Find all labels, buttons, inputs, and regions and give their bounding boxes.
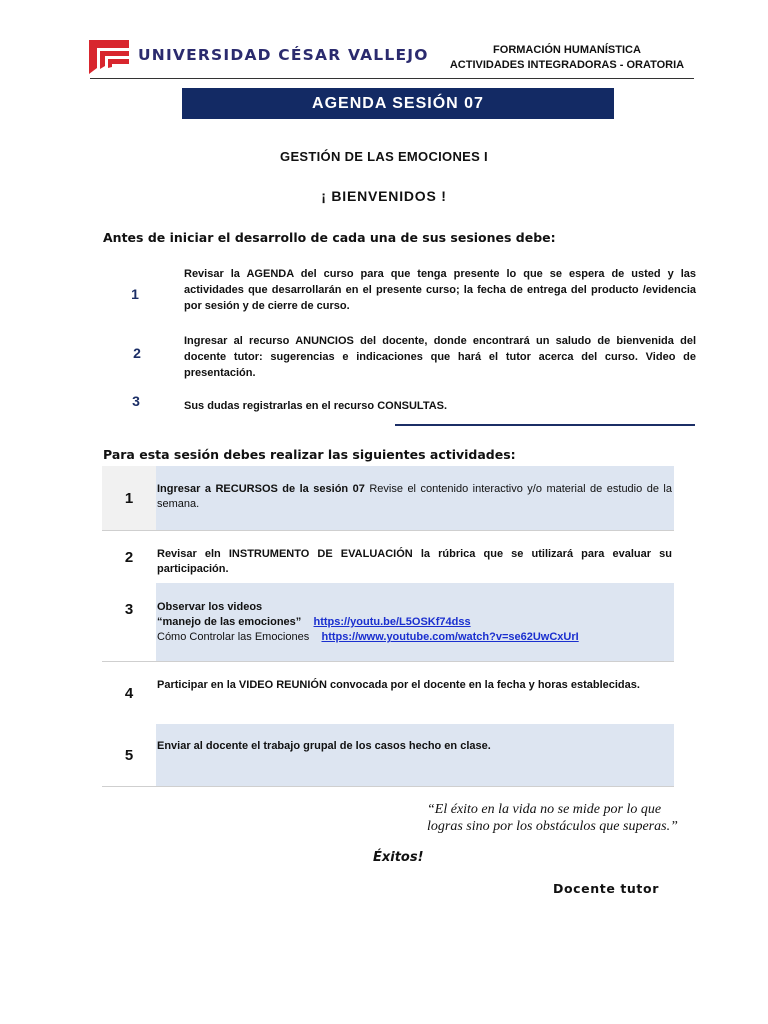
video-link[interactable]: https://www.youtube.com/watch?v=se62UwCxUrI [321, 631, 579, 643]
activity-number: 3 [124, 600, 134, 618]
activity-cell [156, 724, 674, 786]
section-divider [395, 424, 695, 426]
motivational-quote [427, 801, 717, 835]
intro-heading: Antes de iniciar el desarrollo de cada una de sus sesiones debe: [103, 230, 556, 245]
activity-text: Revisar eln INSTRUMENTO DE EVALUACIÓN la rúbrica que se utilizará para evaluar su participación. [157, 548, 672, 575]
activity-text [157, 482, 672, 512]
closing-greeting: Éxitos! [373, 850, 424, 865]
activity-number: 2 [124, 548, 134, 566]
row-divider [102, 786, 674, 787]
quote-line: logras sino por los obstáculos que superas.” [427, 819, 678, 834]
video-label: Cómo Controlar las Emociones [157, 631, 310, 643]
activities-heading: Para esta sesión debes realizar las siguientes actividades: [103, 447, 516, 462]
activity-row [102, 583, 674, 661]
agenda-banner [182, 88, 614, 119]
video-line [157, 615, 672, 630]
activity-row [102, 531, 674, 583]
video-label: “manejo de las emociones” [157, 616, 302, 628]
agenda-title: AGENDA SESIÓN 07 [312, 94, 484, 112]
video-line [157, 630, 672, 645]
video-link[interactable]: https://youtu.be/L5OSKf74dss [313, 616, 471, 628]
activity-text-normal: Revise el contenido interactivo y/o material de estudio de la semana. [157, 483, 672, 510]
university-logo-icon [89, 38, 129, 74]
session-subtitle: GESTIÓN DE LAS EMOCIONES I [280, 149, 488, 164]
header-divider [90, 78, 694, 79]
activity-number: 5 [124, 746, 134, 764]
step-text: Sus dudas registrarlas en el recurso CONSULTAS. [184, 400, 448, 412]
welcome-message: ¡ BIENVENIDOS ! [321, 188, 447, 204]
course-area: FORMACIÓN HUMANÍSTICA [493, 44, 641, 56]
step-number: 1 [131, 286, 139, 302]
activity-text-bold: Ingresar a RECURSOS de la sesión 07 [157, 483, 365, 495]
step-number: 3 [132, 393, 140, 409]
activity-row [102, 724, 674, 786]
step-text: Revisar la AGENDA del curso para que tenga presente lo que se espera de usted y las actividades que desarrollarán en el presente curso; la fecha de entrega del producto /evidencia por sesión y de cierre de curso. [184, 268, 696, 312]
course-name: ACTIVIDADES INTEGRADORAS - ORATORIA [449, 59, 685, 71]
quote-line: “El éxito en la vida no se mide por lo que [427, 802, 662, 817]
signature: Docente tutor [553, 881, 659, 896]
activity-row [102, 662, 674, 724]
activity-number: 1 [102, 466, 156, 530]
activity-number: 4 [124, 684, 134, 702]
activity-text [157, 600, 672, 645]
page-header [0, 0, 768, 84]
university-name: UNIVERSIDAD CÉSAR VALLEJO [138, 46, 429, 64]
course-info [442, 43, 692, 73]
videos-title: Observar los videos [157, 601, 263, 613]
activity-row [102, 466, 674, 530]
activity-text: Enviar al docente el trabajo grupal de los casos hecho en clase. [157, 740, 491, 752]
activity-text: Participar en la VIDEO REUNIÓN convocada por el docente en la fecha y horas establecidas. [157, 679, 640, 691]
step-number: 2 [133, 345, 141, 361]
step-text: Ingresar al recurso ANUNCIOS del docente, donde encontrará un saludo de bienvenida del docente tutor: sugerencias e indicaciones que hará el tutor acerca del curso. Video de presentación. [184, 335, 696, 379]
